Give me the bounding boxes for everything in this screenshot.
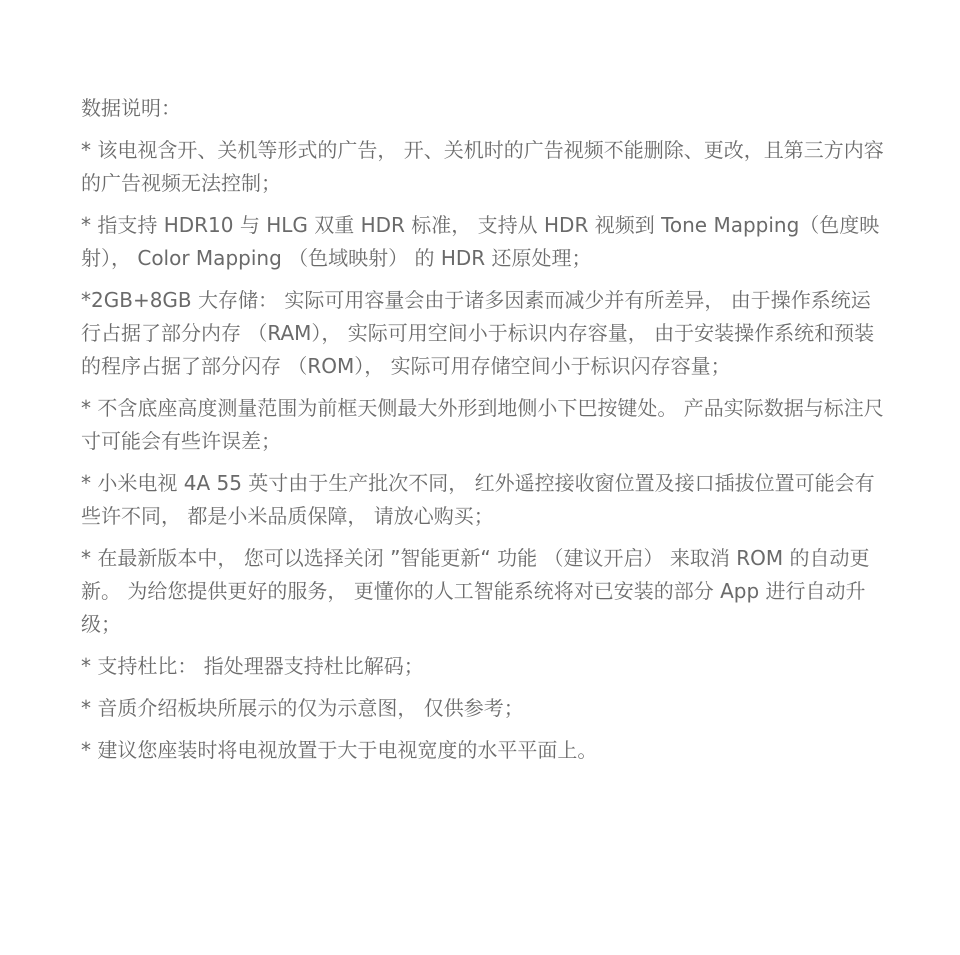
note-placement: * 建议您座装时将电视放置于大于电视宽度的水平平面上。	[81, 738, 598, 762]
note-audio-illustration: * 音质介绍板块所展示的仅为示意图， 仅供参考；	[81, 696, 524, 720]
note-advertising: * 该电视含开、关机等形式的广告， 开、关机时的广告视频不能删除、更改，且第三方内容的广告视频无法控制；	[81, 138, 884, 195]
note-dolby: * 支持杜比： 指处理器支持杜比解码；	[81, 654, 424, 678]
note-hdr: * 指支持 HDR10 与 HLG 双重 HDR 标准， 支持从 HDR 视频到 Tone Mapping（色度映射）， Color Mapping （色域映射） 的 HDR 还原处理；	[81, 213, 880, 270]
note-storage: *2GB+8GB 大存储： 实际可用容量会由于诸多因素而减少并有所差异， 由于操作系统运行占据了部分内存 （RAM）， 实际可用空间小于标识内存容量， 由于安装操作系统和预装的程序占据了部分闪存 （ROM）， 实际可用存储空间小于标识闪存容量；	[81, 288, 875, 378]
note-ir-receiver: * 小米电视 4A 55 英寸由于生产批次不同， 红外遥控接收窗位置及接口插拔位置可能会有些许不同， 都是小米品质保障， 请放心购买；	[81, 471, 875, 528]
note-smart-update: * 在最新版本中， 您可以选择关闭 ”智能更新“ 功能 （建议开启） 来取消 ROM 的自动更新。 为给您提供更好的服务， 更懂你的人工智能系统将对已安装的部分 App 进行自动升级；	[81, 546, 870, 636]
data-notes-document	[81, 92, 886, 776]
note-dimensions: * 不含底座高度测量范围为前框天侧最大外形到地侧小下巴按键处。 产品实际数据与标注尺寸可能会有些许误差；	[81, 396, 884, 453]
notes-heading: 数据说明：	[81, 96, 181, 120]
